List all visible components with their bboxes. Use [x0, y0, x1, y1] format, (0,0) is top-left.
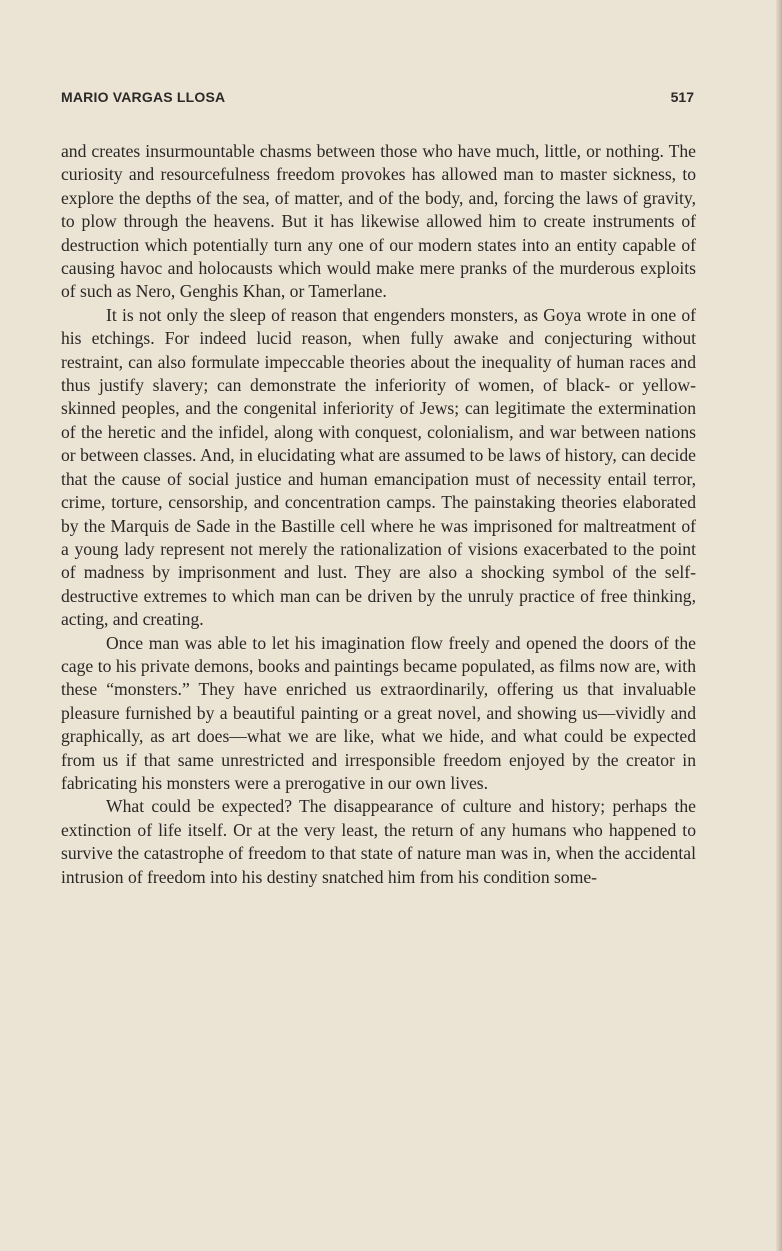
paragraph-2: It is not only the sleep of reason that engenders monsters, as Goya wrote in one of his etchings. For indeed lucid reason, when fully awake and conjecturing without restraint, can also formulate impeccable theories about the inequality of human races and thus justify slavery; can demonstrate the inferiority of women, of black- or yellow-skinned peoples, and the congenital inferiority of Jews; can legitimate the extermination of the heretic and the infidel, along with conquest, colonialism, and war between nations or between classes. And, in elucidating what are assumed to be laws of history, can decide that the cause of social justice and human emancipation must of necessity entail terror, crime, torture, censorship, and concentration camps. The painstaking theories elaborated by the Marquis de Sade in the Bastille cell where he was imprisoned for maltreatment of a young lady represent not merely the rationalization of visions exacerbated to the point of madness by imprisonment and lust. They are also a shocking symbol of the self-destructive extremes to which man can be driven by the unruly practice of free thinking, acting, and creating.: [61, 304, 696, 630]
running-head: MARIO VARGAS LLOSA: [61, 89, 226, 105]
page-edge-shadow: [776, 0, 782, 1251]
body-text: [61, 140, 696, 889]
paragraph-4: What could be expected? The disappearance of culture and history; perhaps the extinction of life itself. Or at the very least, the return of any humans who happened to survive the catastrophe of freedom to that state of nature man was in, when the accidental intrusion of freedom into his destiny snatched him from his condition some-: [61, 796, 696, 887]
page-number: 517: [670, 89, 694, 105]
page-header: [61, 89, 696, 109]
paragraph-3: Once man was able to let his imagination flow freely and opened the doors of the cage to his private demons, books and paintings became populated, as films now are, with these “monsters.” They have enriched us extraordinarily, offering us that invaluable pleasure furnished by a beautiful painting or a great novel, and showing us—vividly and graphically, as art does—what we are like, what we hide, and what could be expected from us if that same unrestricted and irresponsible freedom enjoyed by the creator in fabricating his monsters were a prerogative in our own lives.: [61, 632, 696, 793]
paragraph-1: and creates insurmountable chasms between those who have much, little, or nothing. The curiosity and resourcefulness freedom provokes has allowed man to master sickness, to explore the depths of the sea, of matter, and of the body, and, forcing the laws of gravity, to plow through the heavens. But it has likewise allowed him to create instruments of destruction which potentially turn any one of our modern states into an entity capable of causing havoc and holocausts which would make mere pranks of the murderous exploits of such as Nero, Genghis Khan, or Tamerlane.: [61, 141, 696, 302]
